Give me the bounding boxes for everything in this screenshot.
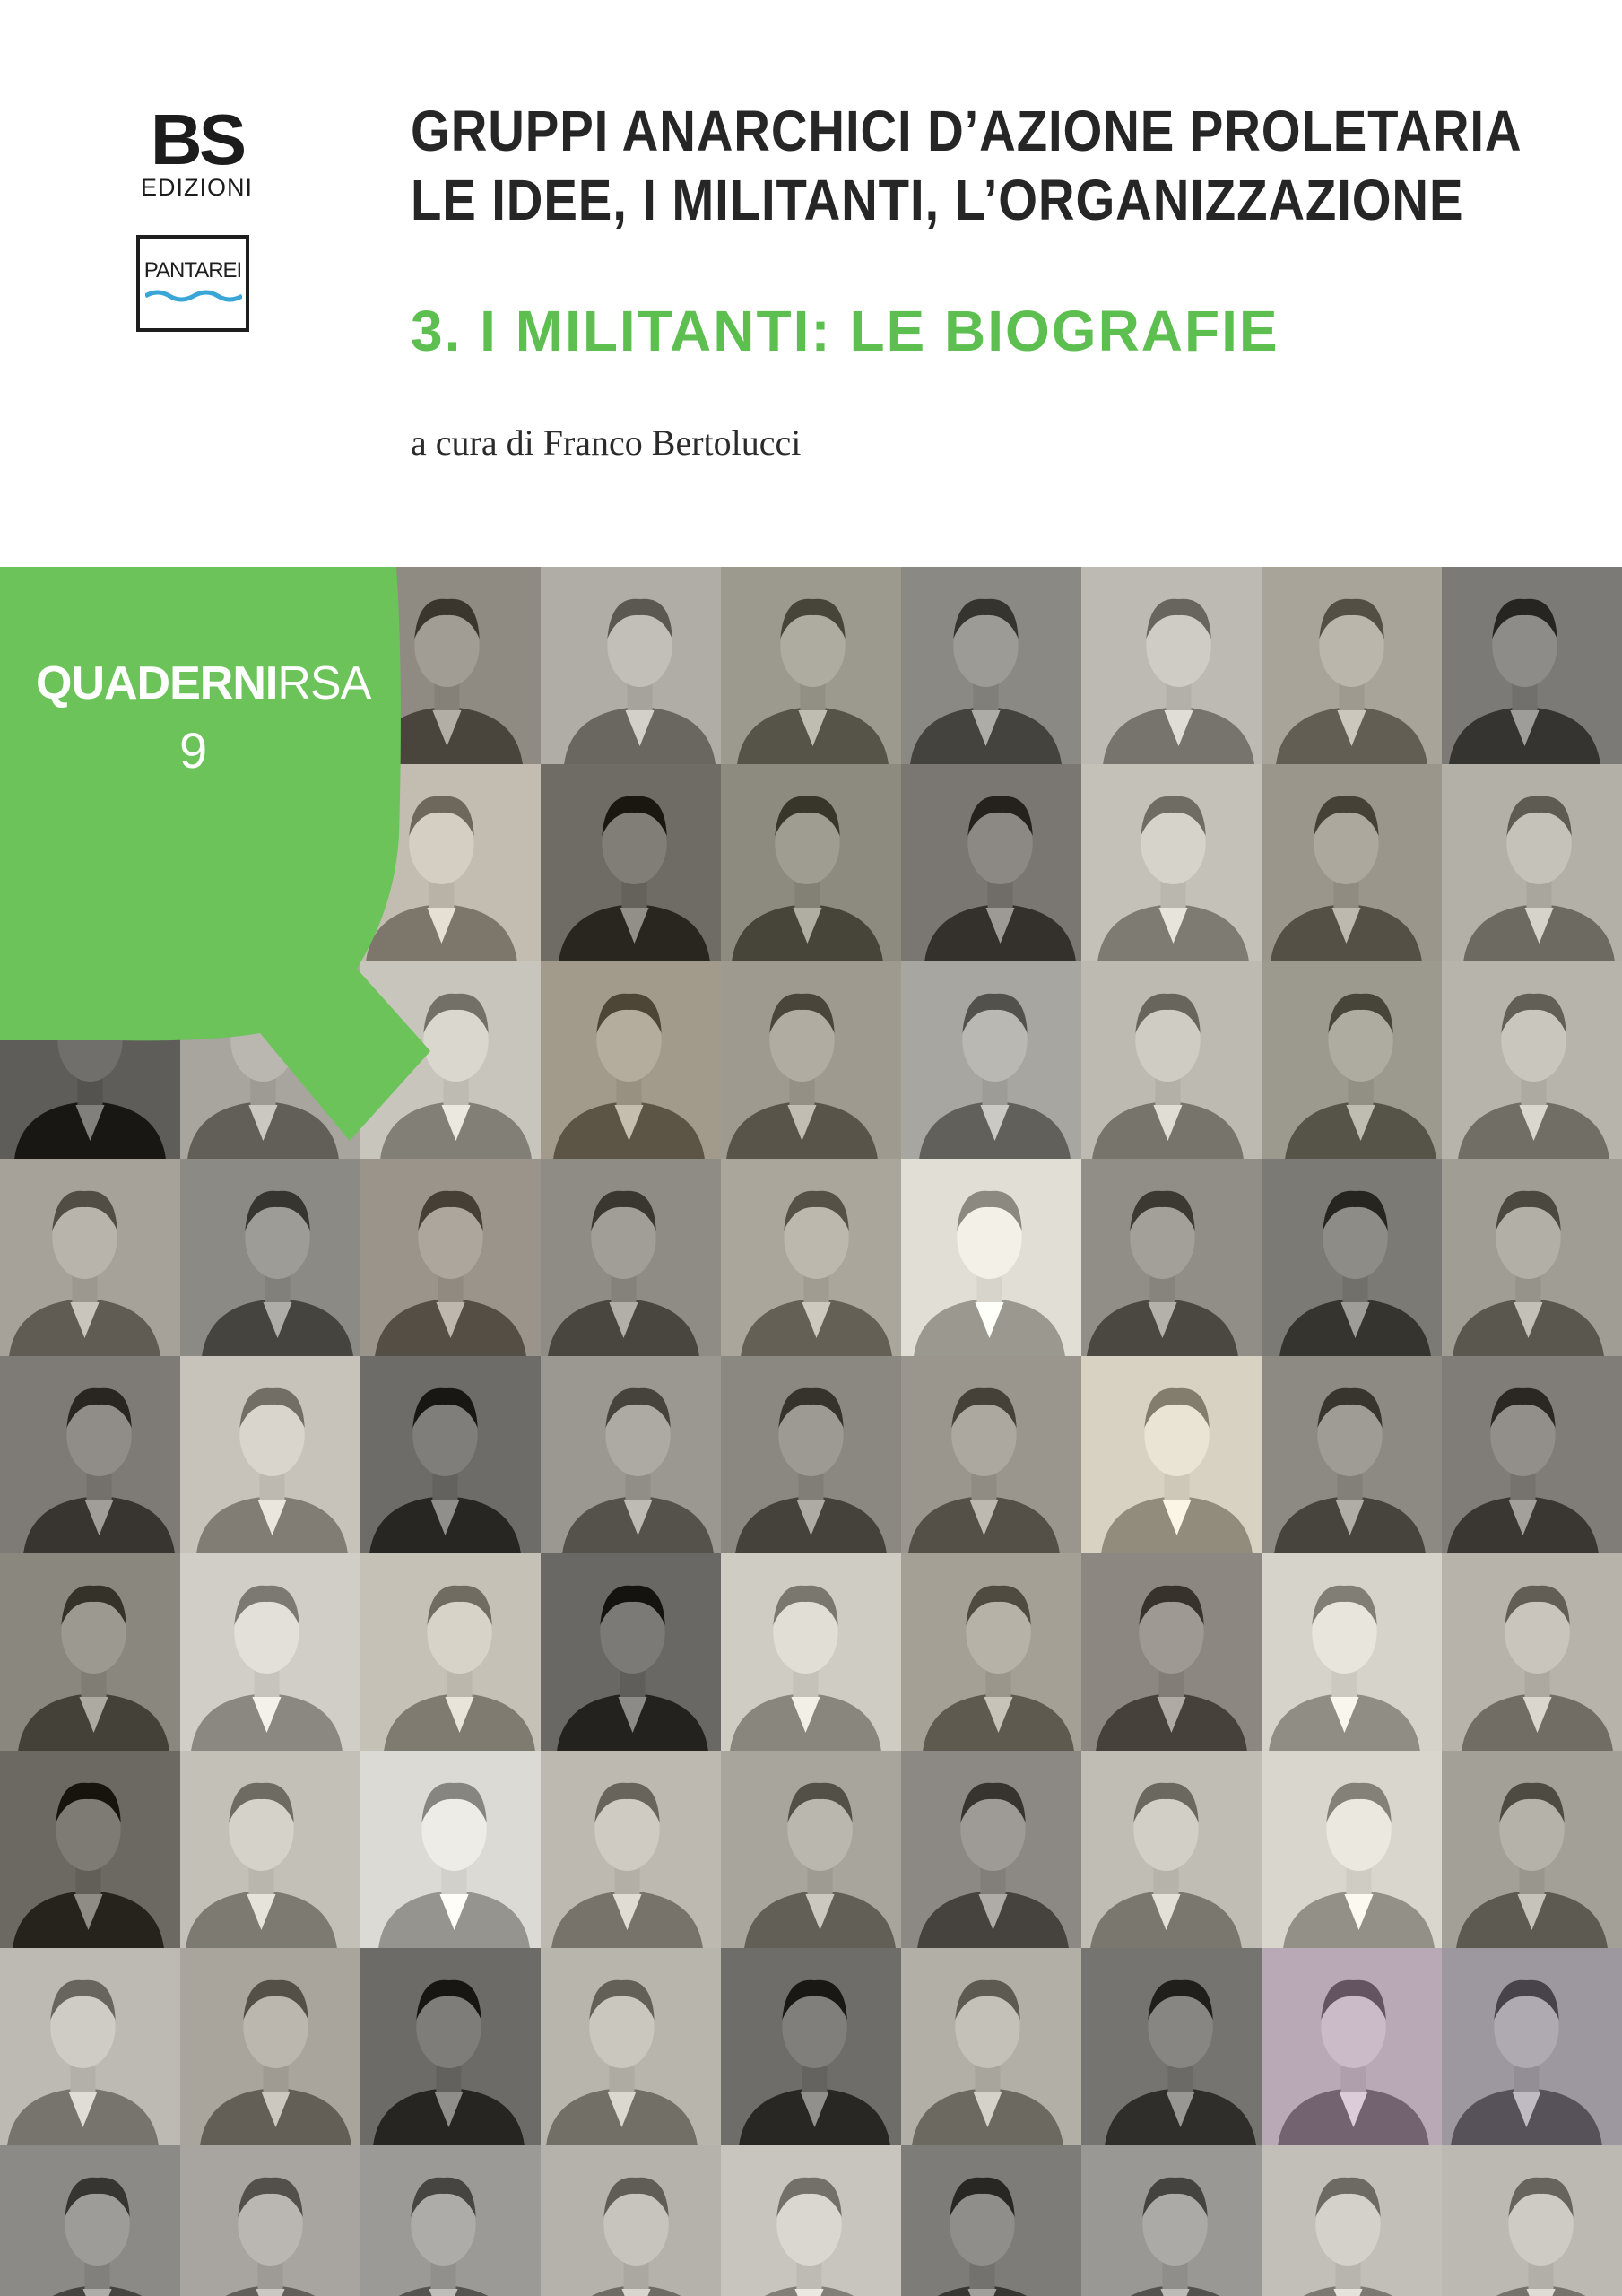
portrait-photo [541,961,721,1159]
portrait-photo [901,1159,1081,1356]
portrait-icon [1081,764,1262,961]
portrait-photo [1262,1356,1442,1553]
portrait-photo [1262,1948,1442,2145]
portrait-photo [1262,1553,1442,1751]
portrait-photo [0,1159,180,1356]
portrait-photo [1081,1553,1262,1751]
portrait-photo [721,1356,901,1553]
portrait-photo [360,1553,541,1751]
portrait-icon [360,2145,541,2296]
portrait-photo [721,1948,901,2145]
portrait-icon [541,961,721,1159]
portrait-icon [721,2145,901,2296]
portrait-photo [901,567,1081,764]
portrait-icon [721,764,901,961]
portrait-photo [1081,764,1262,961]
portrait-photo [901,1553,1081,1751]
portrait-icon [1081,2145,1262,2296]
portrait-photo [541,1948,721,2145]
portrait-icon [1081,1553,1262,1751]
portrait-icon [541,1751,721,1948]
portrait-photo [1442,961,1622,1159]
portrait-photo [1442,764,1622,961]
portrait-photo [1262,2145,1442,2296]
portrait-icon [180,1948,360,2145]
portrait-icon [180,1553,360,1751]
portrait-photo [721,567,901,764]
portrait-icon [360,1356,541,1553]
portrait-icon [0,1751,180,1948]
portrait-photo [721,1751,901,1948]
portrait-icon [541,1948,721,2145]
portrait-icon [1442,1553,1622,1751]
portrait-icon [180,1751,360,1948]
portrait-icon [541,567,721,764]
series-name-bold: QUADERNI [36,657,278,709]
portrait-photo [541,764,721,961]
portrait-photo [1442,1356,1622,1553]
portrait-photo [901,1948,1081,2145]
portrait-icon [0,1159,180,1356]
portrait-photo [180,1948,360,2145]
portrait-icon [541,2145,721,2296]
portrait-icon [1442,2145,1622,2296]
portrait-icon [721,1356,901,1553]
portrait-photo [721,2145,901,2296]
portrait-icon [1262,961,1442,1159]
portrait-photo [0,1553,180,1751]
portrait-icon [0,1356,180,1553]
portrait-photo [721,961,901,1159]
portrait-photo [1081,1948,1262,2145]
editor-credit: a cura di Franco Bertolucci [411,422,802,463]
portrait-photo [0,1356,180,1553]
portrait-icon [1442,1356,1622,1553]
portrait-photo [180,1553,360,1751]
series-name-regular: RSA [277,657,371,709]
portrait-photo [180,1356,360,1553]
portrait-icon [901,1751,1081,1948]
portrait-photo [901,1751,1081,1948]
portrait-icon [1262,2145,1442,2296]
portrait-photo [1442,1159,1622,1356]
portrait-icon [360,1553,541,1751]
portrait-icon [901,567,1081,764]
portrait-icon [901,1948,1081,2145]
portrait-icon [180,2145,360,2296]
portrait-icon [360,1948,541,2145]
portrait-icon [541,1356,721,1553]
portrait-icon [541,1159,721,1356]
portrait-icon [1081,567,1262,764]
portrait-icon [360,1751,541,1948]
portrait-icon [1262,567,1442,764]
portrait-icon [1442,567,1622,764]
portrait-icon [721,961,901,1159]
portrait-photo [1262,1751,1442,1948]
portrait-icon [901,1159,1081,1356]
portrait-icon [0,2145,180,2296]
portrait-photo [0,1751,180,1948]
series-badge [0,567,430,1150]
imprint-logo [136,235,249,332]
portrait-photo [901,1356,1081,1553]
portrait-icon [1442,764,1622,961]
portrait-icon [1442,1751,1622,1948]
portrait-icon [541,764,721,961]
volume-subtitle: 3. I MILITANTI: LE BIOGRAFIE [411,299,1279,363]
portrait-photo [0,1948,180,2145]
portrait-photo [1262,961,1442,1159]
portrait-icon [1262,1948,1442,2145]
portrait-icon [180,1159,360,1356]
portrait-photo [1081,1751,1262,1948]
portrait-icon [1262,1159,1442,1356]
portrait-photo [1081,2145,1262,2296]
portrait-icon [1081,1751,1262,1948]
portrait-photo [541,1356,721,1553]
portrait-icon [901,1553,1081,1751]
portrait-icon [901,1356,1081,1553]
portrait-photo [360,1751,541,1948]
portrait-photo [1262,1159,1442,1356]
portrait-photo [541,1553,721,1751]
book-title-line-2: LE IDEE, I MILITANTI, L’ORGANIZZAZIONE [411,168,1464,232]
portrait-icon [360,1159,541,1356]
portrait-photo [721,764,901,961]
portrait-icon [1262,1553,1442,1751]
portrait-icon [541,1553,721,1751]
portrait-icon [1262,764,1442,961]
portrait-photo [1262,567,1442,764]
portrait-icon [901,2145,1081,2296]
portrait-photo [721,1159,901,1356]
portrait-icon [1081,1948,1262,2145]
portrait-icon [721,1553,901,1751]
portrait-photo [1081,1159,1262,1356]
portrait-icon [1442,1159,1622,1356]
portrait-icon [721,1159,901,1356]
portrait-photo [1081,1356,1262,1553]
portrait-photo [1081,567,1262,764]
series-name [36,657,370,710]
portrait-icon [1262,1356,1442,1553]
portrait-icon [180,1356,360,1553]
portrait-photo [1081,961,1262,1159]
portrait-icon [901,961,1081,1159]
portrait-photo [721,1553,901,1751]
wave-icon [145,287,242,314]
portrait-photo [1442,567,1622,764]
portrait-photo [180,2145,360,2296]
portrait-icon [1081,1159,1262,1356]
portrait-photo [360,1356,541,1553]
portrait-icon [0,1948,180,2145]
portrait-photo [0,2145,180,2296]
portrait-photo [1442,1751,1622,1948]
portrait-photo [901,961,1081,1159]
portrait-icon [901,764,1081,961]
portrait-icon [1262,1751,1442,1948]
portrait-icon [1081,961,1262,1159]
book-title [411,97,1622,235]
portrait-icon [721,567,901,764]
series-number: 9 [179,722,208,778]
portrait-icon [1442,1948,1622,2145]
portrait-icon [0,1553,180,1751]
portrait-photo [360,1948,541,2145]
portrait-icon [1081,1356,1262,1553]
publisher-logo-mark: BS [150,100,244,179]
portrait-photo [1442,1553,1622,1751]
portrait-photo [360,2145,541,2296]
imprint-logo-text: PANTAREI [143,258,242,283]
portrait-photo [901,764,1081,961]
portrait-photo [180,1159,360,1356]
book-title-line-1: GRUPPI ANARCHICI D’AZIONE PROLETARIA [411,99,1522,163]
portrait-icon [721,1948,901,2145]
portrait-icon [721,1751,901,1948]
portrait-photo [541,2145,721,2296]
portrait-photo [1262,764,1442,961]
publisher-logo-subtitle: EDIZIONI [140,174,253,201]
portrait-photo [360,1159,541,1356]
portrait-photo [901,2145,1081,2296]
portrait-icon [1442,961,1622,1159]
portrait-photo [541,1751,721,1948]
portrait-photo [1442,1948,1622,2145]
portrait-photo [541,567,721,764]
speech-bubble-icon [0,567,430,1150]
portrait-photo [180,1751,360,1948]
portrait-photo [1442,2145,1622,2296]
portrait-photo [541,1159,721,1356]
publisher-logo [136,100,257,202]
